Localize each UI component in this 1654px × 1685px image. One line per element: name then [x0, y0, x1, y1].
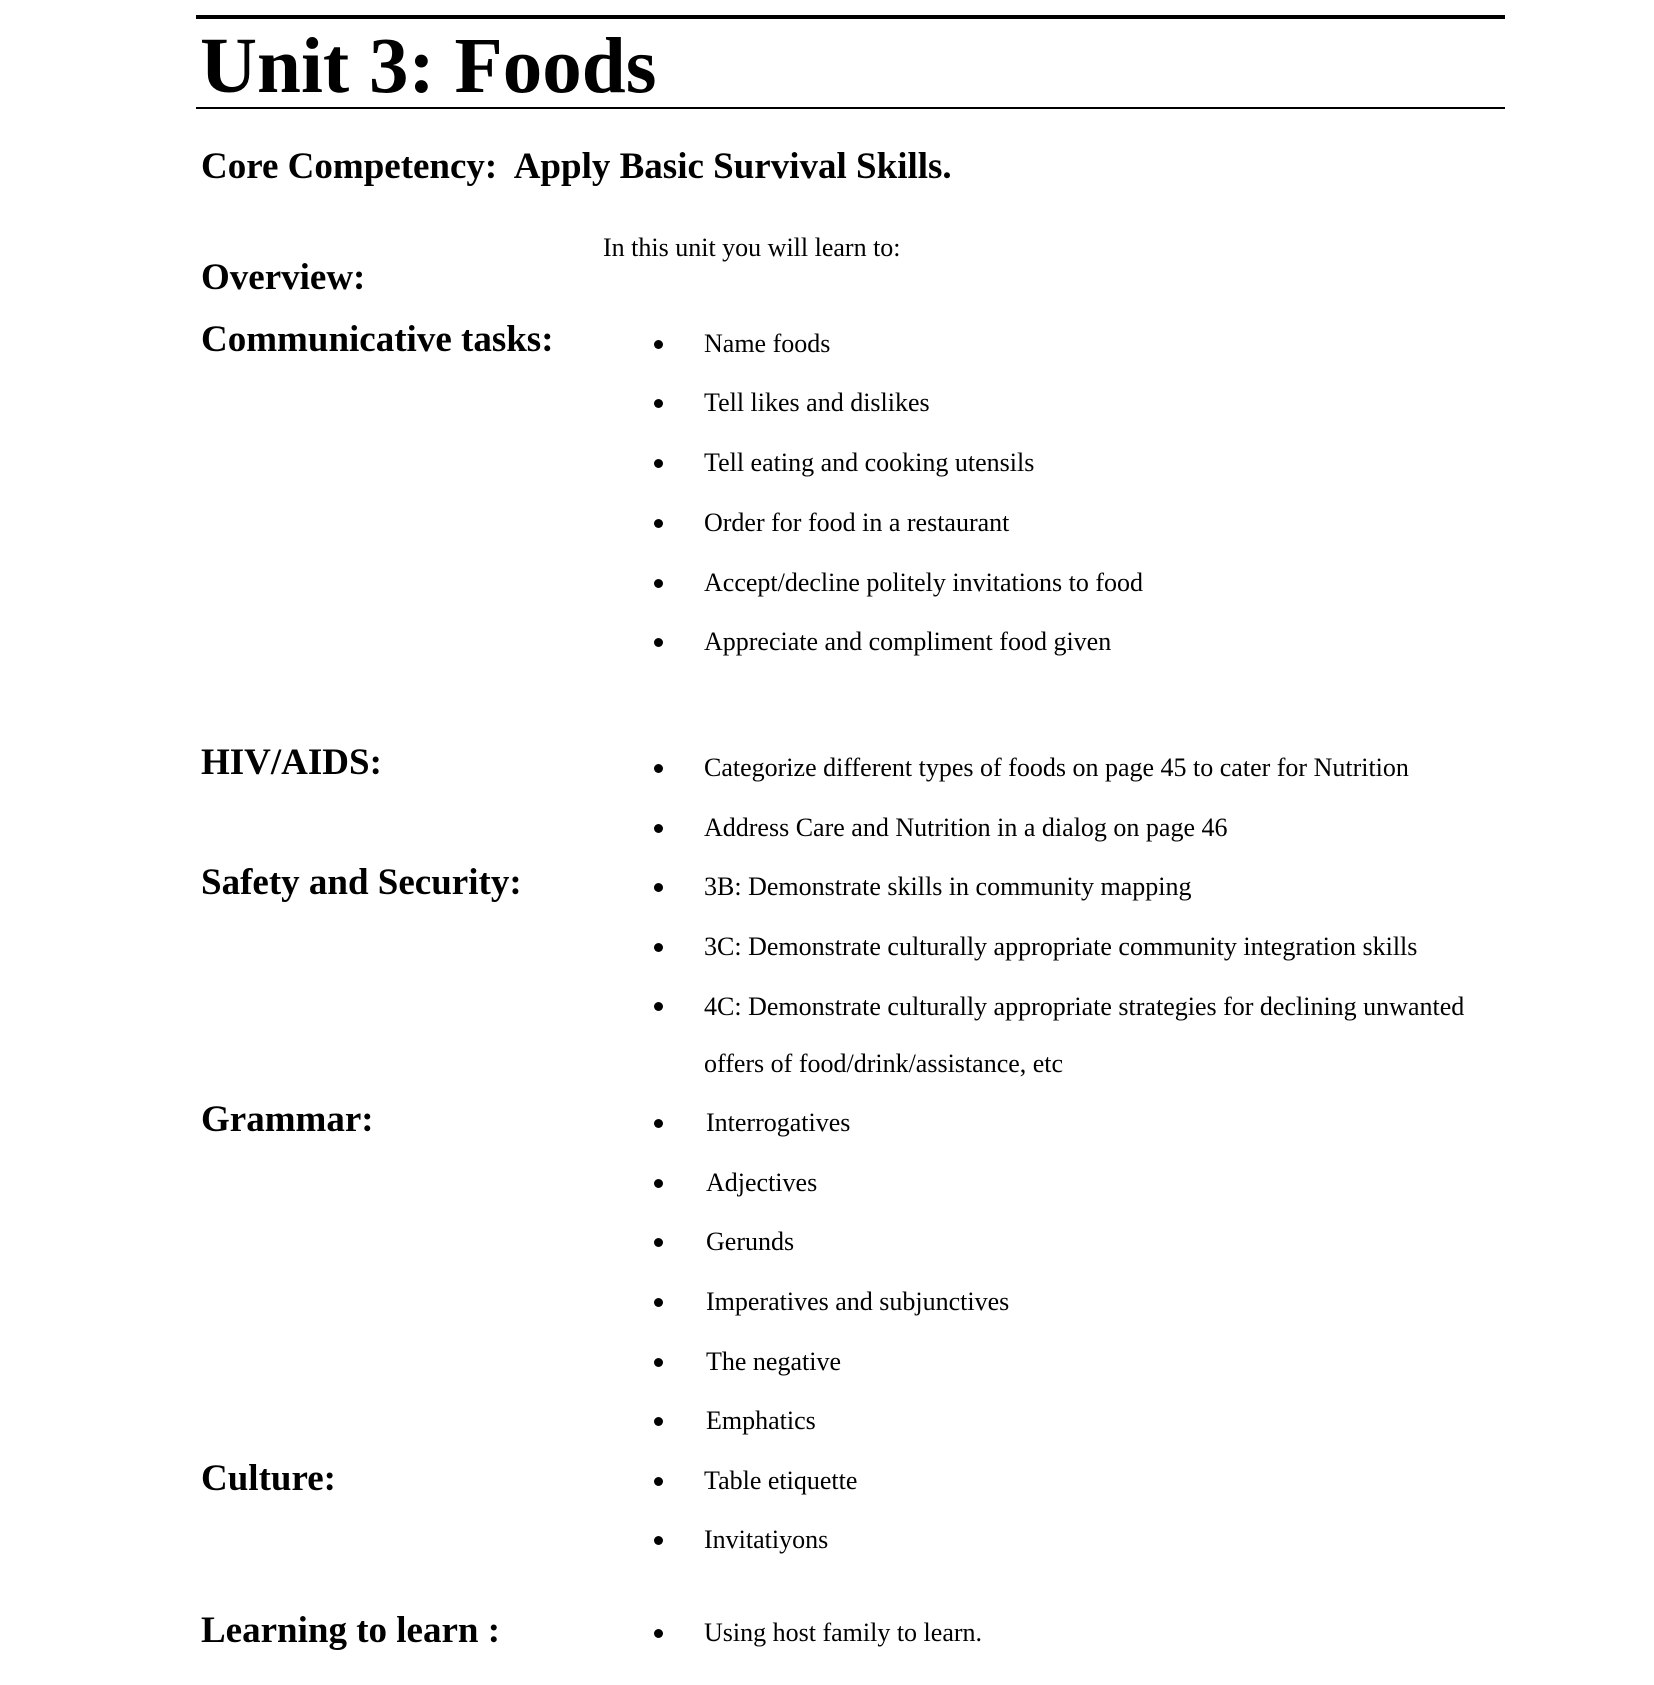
list-item: Gerunds	[652, 1224, 1452, 1260]
list-item: Using host family to learn.	[652, 1615, 1452, 1651]
bullet-icon	[654, 340, 663, 349]
section-label-grammar: Grammar:	[201, 1099, 374, 1140]
list-item: 3B: Demonstrate skills in community mapping	[652, 869, 1452, 905]
list-item: Tell eating and cooking utensils	[652, 445, 1452, 481]
bullet-icon	[654, 764, 663, 773]
core-competency: Core Competency: Apply Basic Survival Skills.	[201, 146, 952, 187]
bullet-icon	[654, 638, 663, 647]
list-item: Appreciate and compliment food given	[652, 624, 1452, 660]
section-label-hiv-aids: HIV/AIDS:	[201, 742, 382, 783]
list-item: The negative	[652, 1344, 1452, 1380]
list-item: Adjectives	[652, 1165, 1452, 1201]
section-label-safety-security: Safety and Security:	[201, 862, 522, 903]
list-item: Categorize different types of foods on page 45 to cater for Nutrition	[652, 750, 1452, 786]
section-label-culture: Culture:	[201, 1458, 336, 1499]
header-top-rule	[196, 15, 1505, 19]
bullet-icon	[654, 459, 663, 468]
bullet-icon	[654, 1298, 663, 1307]
bullet-icon	[654, 1238, 663, 1247]
bullet-icon	[654, 1002, 663, 1011]
section-label-learning-to-learn: Learning to learn :	[201, 1610, 501, 1651]
bullet-icon	[654, 579, 663, 588]
bullet-icon	[654, 824, 663, 833]
list-item: Name foods	[652, 326, 1452, 362]
list-item: 4C: Demonstrate culturally appropriate strategies for declining unwanted offers of food/drink/assistance, etc	[652, 988, 1452, 1024]
section-label-overview: Overview:	[201, 257, 366, 298]
list-item: Invitatiyons	[652, 1522, 1452, 1558]
list-item: Accept/decline politely invitations to food	[652, 565, 1452, 601]
page-title: Unit 3: Foods	[200, 23, 657, 110]
bullet-icon	[654, 519, 663, 528]
bullet-icon	[654, 943, 663, 952]
bullet-icon	[654, 1629, 663, 1638]
list-item: Tell likes and dislikes	[652, 385, 1452, 421]
list-item: 3C: Demonstrate culturally appropriate community integration skills	[652, 929, 1452, 965]
list-item: Imperatives and subjunctives	[652, 1284, 1452, 1320]
bullet-icon	[654, 883, 663, 892]
section-label-communicative-tasks: Communicative tasks:	[201, 319, 554, 360]
list-item: Address Care and Nutrition in a dialog on page 46	[652, 810, 1452, 846]
bullet-icon	[654, 1119, 663, 1128]
list-item: Emphatics	[652, 1403, 1452, 1439]
list-item: Order for food in a restaurant	[652, 505, 1452, 541]
bullet-icon	[654, 399, 663, 408]
bullet-icon	[654, 1477, 663, 1486]
bullet-icon	[654, 1179, 663, 1188]
list-item: Table etiquette	[652, 1463, 1452, 1499]
list-item: Interrogatives	[652, 1105, 1452, 1141]
intro-text: In this unit you will learn to:	[603, 233, 901, 262]
bullet-icon	[654, 1417, 663, 1426]
bullet-icon	[654, 1536, 663, 1545]
header-bottom-rule	[196, 107, 1505, 109]
bullet-icon	[654, 1358, 663, 1367]
